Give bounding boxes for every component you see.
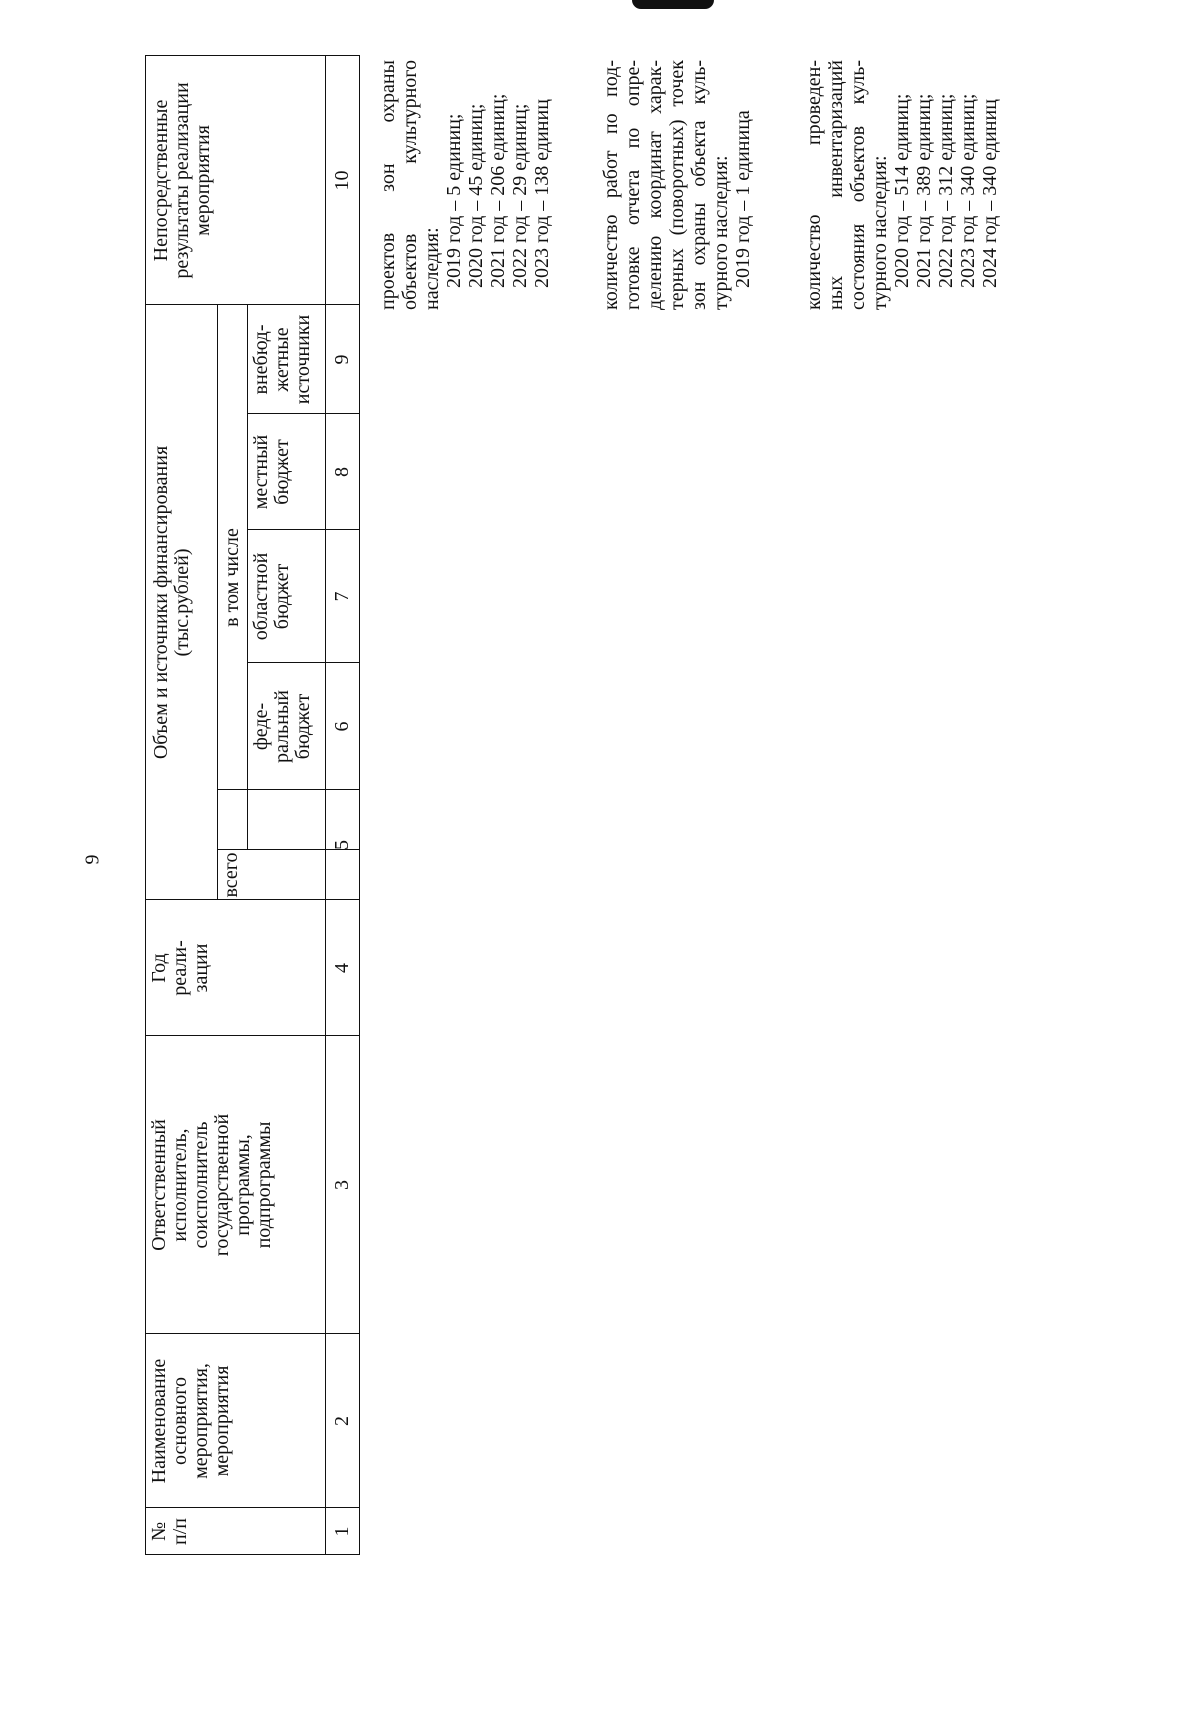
result-line: 2021 год – 206 единиц; bbox=[487, 93, 509, 288]
column-number-9: 9 bbox=[330, 354, 353, 365]
federal-budget-header: феде- ральный бюджет bbox=[250, 690, 314, 763]
in-that-number-header: в том числе bbox=[221, 528, 243, 627]
result-line: состояния объектов куль- bbox=[847, 60, 869, 310]
col-executor-header: Ответственный исполнитель, соисполнитель государственной программы, подпрограммы bbox=[148, 1113, 275, 1257]
page-number: 9 bbox=[81, 854, 104, 865]
result-line: терных (поворотных) точек bbox=[666, 60, 688, 310]
result-line: готовке отчета по опре- bbox=[622, 60, 644, 310]
result-block-inventories bbox=[803, 60, 1001, 310]
column-number-7: 7 bbox=[330, 591, 353, 602]
result-line: количество проведен- bbox=[803, 60, 825, 310]
scan-edge-mark bbox=[632, 0, 714, 9]
financing-table bbox=[145, 55, 363, 1555]
regional-budget-header: областной бюджет bbox=[250, 552, 293, 641]
result-block-zones-projects bbox=[377, 60, 553, 310]
column-number-1: 1 bbox=[330, 1526, 353, 1537]
result-line: делению координат харак- bbox=[644, 60, 666, 310]
result-line: наследия: bbox=[421, 227, 443, 310]
rotated-page bbox=[145, 55, 1065, 1555]
result-line: 2020 год – 514 единиц; bbox=[891, 93, 913, 288]
result-line: проектов зон охраны bbox=[377, 60, 399, 310]
financing-header: Объем и источники финансирования (тыс.рублей) bbox=[150, 445, 193, 760]
local-budget-header: местный бюджет bbox=[250, 434, 293, 510]
result-line: объектов культурного bbox=[399, 60, 421, 310]
result-line: 2022 год – 312 единиц; bbox=[935, 93, 957, 288]
column-number-3: 3 bbox=[330, 1180, 353, 1190]
column-number-8: 8 bbox=[330, 467, 353, 477]
column-number-4: 4 bbox=[330, 963, 353, 973]
result-line: 2023 год – 138 единиц bbox=[531, 99, 553, 288]
results-header: Непосредственные результаты реализации мероприятия bbox=[150, 82, 214, 279]
result-line: количество работ по под- bbox=[600, 60, 622, 310]
column-number-2: 2 bbox=[330, 1416, 353, 1426]
col-number-header: № п/п bbox=[148, 1518, 191, 1545]
result-line: турного наследия: bbox=[869, 155, 891, 310]
column-number-6: 6 bbox=[330, 721, 353, 732]
col-name-header: Наименование основного мероприятия, мероприятия bbox=[148, 1358, 233, 1484]
result-line: 2024 год – 340 единиц bbox=[979, 99, 1001, 288]
column-number-10: 10 bbox=[330, 170, 353, 191]
result-line: 2019 год – 1 единица bbox=[732, 110, 754, 288]
result-line: зон охраны объекта куль- bbox=[688, 60, 710, 310]
total-header: всего bbox=[220, 852, 242, 898]
result-line: 2022 год – 29 единиц; bbox=[509, 103, 531, 288]
result-line: 2023 год – 340 единиц; bbox=[957, 93, 979, 288]
extrabudgetary-header: внебюд- жетные источники bbox=[250, 314, 314, 405]
result-line: 2019 год – 5 единиц; bbox=[443, 113, 465, 288]
result-block-coordinates-reports bbox=[600, 60, 754, 310]
column-number-5: 5 bbox=[330, 840, 353, 850]
result-line: 2021 год – 389 единиц; bbox=[913, 93, 935, 288]
col-year-header: Год реали- зации bbox=[148, 940, 212, 996]
result-line: ных инвентаризаций bbox=[825, 60, 847, 310]
result-line: турного наследия: bbox=[710, 155, 732, 310]
result-line: 2020 год – 45 единиц; bbox=[465, 103, 487, 288]
